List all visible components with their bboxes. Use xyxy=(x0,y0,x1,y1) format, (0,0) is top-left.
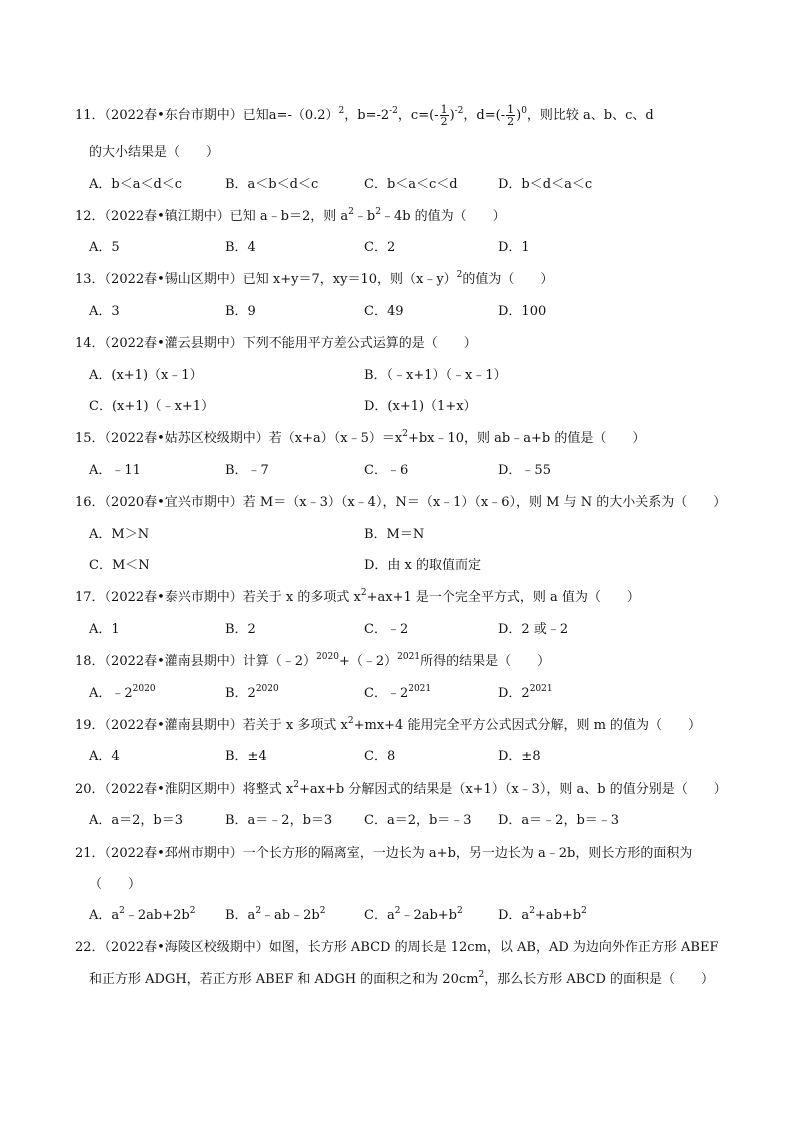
option-b[interactable]: B．9 xyxy=(225,304,256,319)
option-b[interactable]: B．﹣7 xyxy=(225,463,269,478)
option-a[interactable]: A．b＜a＜d＜c xyxy=(89,177,183,192)
option-a[interactable]: A．4 xyxy=(89,749,120,764)
option-a[interactable]: A．$a^2﹣2ab+2b^2$ xyxy=(89,906,196,923)
question-17-options xyxy=(89,622,749,638)
option-b[interactable]: B．a＝﹣2，b＝3 xyxy=(225,813,333,828)
question-14-options-row-1 xyxy=(89,368,749,384)
option-a[interactable]: A．M＞N xyxy=(89,527,150,542)
question-22-stem: 22．（2022春•海陵区校级期中）如图，长方形 ABCD 的周长是 12cm，以 AB，AD 为边向外作正方形 ABEF xyxy=(75,940,719,955)
option-d[interactable]: D．$2^{2021}$ xyxy=(498,684,553,701)
question-18-options xyxy=(89,686,749,702)
question-14-stem: 14．（2022春•灌云县期中）下列不能用平方差公式运算的是（ ） xyxy=(75,336,477,351)
option-b[interactable]: B．（﹣x+1）（﹣x﹣1） xyxy=(364,368,507,383)
option-c[interactable]: C．M＜N xyxy=(89,558,150,573)
fraction-one-half: $\frac{1}{2}$ xyxy=(440,103,448,128)
question-21-options xyxy=(89,908,749,924)
question-21-stem-continued: （ ） xyxy=(89,877,142,892)
option-c[interactable]: C．$a^2﹣2ab+b^2$ xyxy=(364,906,463,923)
option-c[interactable]: C．b＜a＜c＜d xyxy=(364,177,458,192)
option-d[interactable]: D．2 或﹣2 xyxy=(498,622,569,637)
question-13-options xyxy=(89,304,749,320)
question-15-stem: 15．（2022春•姑苏区校级期中）若$(x+a)(x﹣5)=x^2+bx﹣10$，则 ab﹣a+b 的值是（ ） xyxy=(75,429,646,446)
option-b[interactable]: B．2 xyxy=(225,622,256,637)
option-d[interactable]: D．(x+1)（1+x） xyxy=(364,399,477,414)
option-b[interactable]: B．a＜b＜d＜c xyxy=(225,177,319,192)
question-16-options-row-2 xyxy=(89,558,749,574)
option-a[interactable]: A．3 xyxy=(89,304,120,319)
option-d[interactable]: D．b＜d＜a＜c xyxy=(498,177,593,192)
option-b[interactable]: B．$a^2﹣ab﹣2b^2$ xyxy=(225,906,326,923)
question-11-options xyxy=(89,177,749,193)
question-19-stem: 19．（2022春•灌南县期中）若关于 x 多项式 $x^2+mx+4$ 能用完全平方公式因式分解，则 m 的值为（ ） xyxy=(75,716,702,733)
option-c[interactable]: C．8 xyxy=(364,749,396,764)
option-d[interactable]: D．100 xyxy=(498,304,547,319)
option-a[interactable]: A．a＝2，b＝3 xyxy=(89,813,184,828)
question-16-stem: 16．（2020春•宜兴市期中）若 M＝（x﹣3）（x﹣4），N＝（x﹣1）（x﹣6），则 M 与 N 的大小关系为（ ） xyxy=(75,495,727,510)
option-a[interactable]: A．1 xyxy=(89,622,120,637)
question-20-stem: 20．（2022春•淮阴区期中）将整式 $x^2+ax+b$ 分解因式的结果是（x+1）（x﹣3），则 a、b 的值分别是（ ） xyxy=(75,780,727,797)
question-14-options-row-2 xyxy=(89,399,749,415)
question-22-stem-continued: 和正方形 ADGH，若正方形 ABEF 和 ADGH 的面积之和为 $20cm^2$，那么长方形 ABCD 的面积是（ ） xyxy=(89,970,715,987)
question-12-options xyxy=(89,240,749,256)
option-c[interactable]: C．$﹣2^{2021}$ xyxy=(364,684,432,701)
option-d[interactable]: D．$a^2+ab+b^2$ xyxy=(498,906,587,923)
question-12-stem: 12．（2022春•镇江期中）已知 a﹣b＝2，则 $a^2﹣b^2﹣4b$ 的值为（ ） xyxy=(75,207,506,224)
option-c[interactable]: C．2 xyxy=(364,240,396,255)
question-11-stem: 11．（2022春•东台市期中）已知$a=-(0.2)^2$，$b=-2^{-2}$，c=(- $\frac{1}{2}$ )$^{-2}$，d=(- $\frac{1}{2}$ )$^0$，则比较 a、b、c、d xyxy=(75,103,654,128)
option-c[interactable]: C．﹣6 xyxy=(364,463,409,478)
option-a[interactable]: A．$﹣2^{2020}$ xyxy=(89,684,156,701)
option-d[interactable]: D．由 x 的取值而定 xyxy=(364,558,482,573)
question-19-options xyxy=(89,749,749,765)
question-11-stem-continued: 的大小结果是（ ） xyxy=(89,145,220,160)
question-15-options xyxy=(89,463,749,479)
option-d[interactable]: D．﹣55 xyxy=(498,463,551,478)
option-b[interactable]: B．4 xyxy=(225,240,256,255)
option-c[interactable]: C．﹣2 xyxy=(364,622,409,637)
option-a[interactable]: A．﹣11 xyxy=(89,463,141,478)
option-d[interactable]: D．1 xyxy=(498,240,530,255)
question-20-options xyxy=(89,813,749,829)
option-b[interactable]: B．M＝N xyxy=(364,527,425,542)
option-b[interactable]: B．$2^{2020}$ xyxy=(225,684,279,701)
option-a[interactable]: A．(x+1)（x﹣1） xyxy=(89,368,203,383)
question-21-stem: 21．（2022春•邳州市期中）一个长方形的隔离室，一边长为 a+b，另一边长为 a﹣2b，则长方形的面积为 xyxy=(75,846,693,861)
option-c[interactable]: C．49 xyxy=(364,304,404,319)
option-d[interactable]: D．a＝﹣2，b＝﹣3 xyxy=(498,813,620,828)
question-18-stem: 18．（2022春•灌南县期中）计算（﹣2）$^{2020}$+（﹣2）$^{2021}$所得的结果是（ ） xyxy=(75,652,551,669)
option-b[interactable]: B．±4 xyxy=(225,749,267,764)
option-a[interactable]: A．5 xyxy=(89,240,120,255)
question-16-options-row-1 xyxy=(89,527,749,543)
fraction-one-half: $\frac{1}{2}$ xyxy=(507,103,515,128)
option-c[interactable]: C．(x+1)（﹣x+1） xyxy=(89,399,215,414)
question-17-stem: 17．（2022春•泰兴市期中）若关于 x 的多项式 $x^2+ax+1$ 是一个完全平方式，则 a 值为（ ） xyxy=(75,588,640,605)
option-c[interactable]: C．a＝2，b＝﹣3 xyxy=(364,813,472,828)
option-d[interactable]: D．±8 xyxy=(498,749,541,764)
question-13-stem: 13．（2022春•锡山区期中）已知 x+y＝7，xy＝10，则（x﹣y）$^2$的值为（ ） xyxy=(75,270,554,287)
